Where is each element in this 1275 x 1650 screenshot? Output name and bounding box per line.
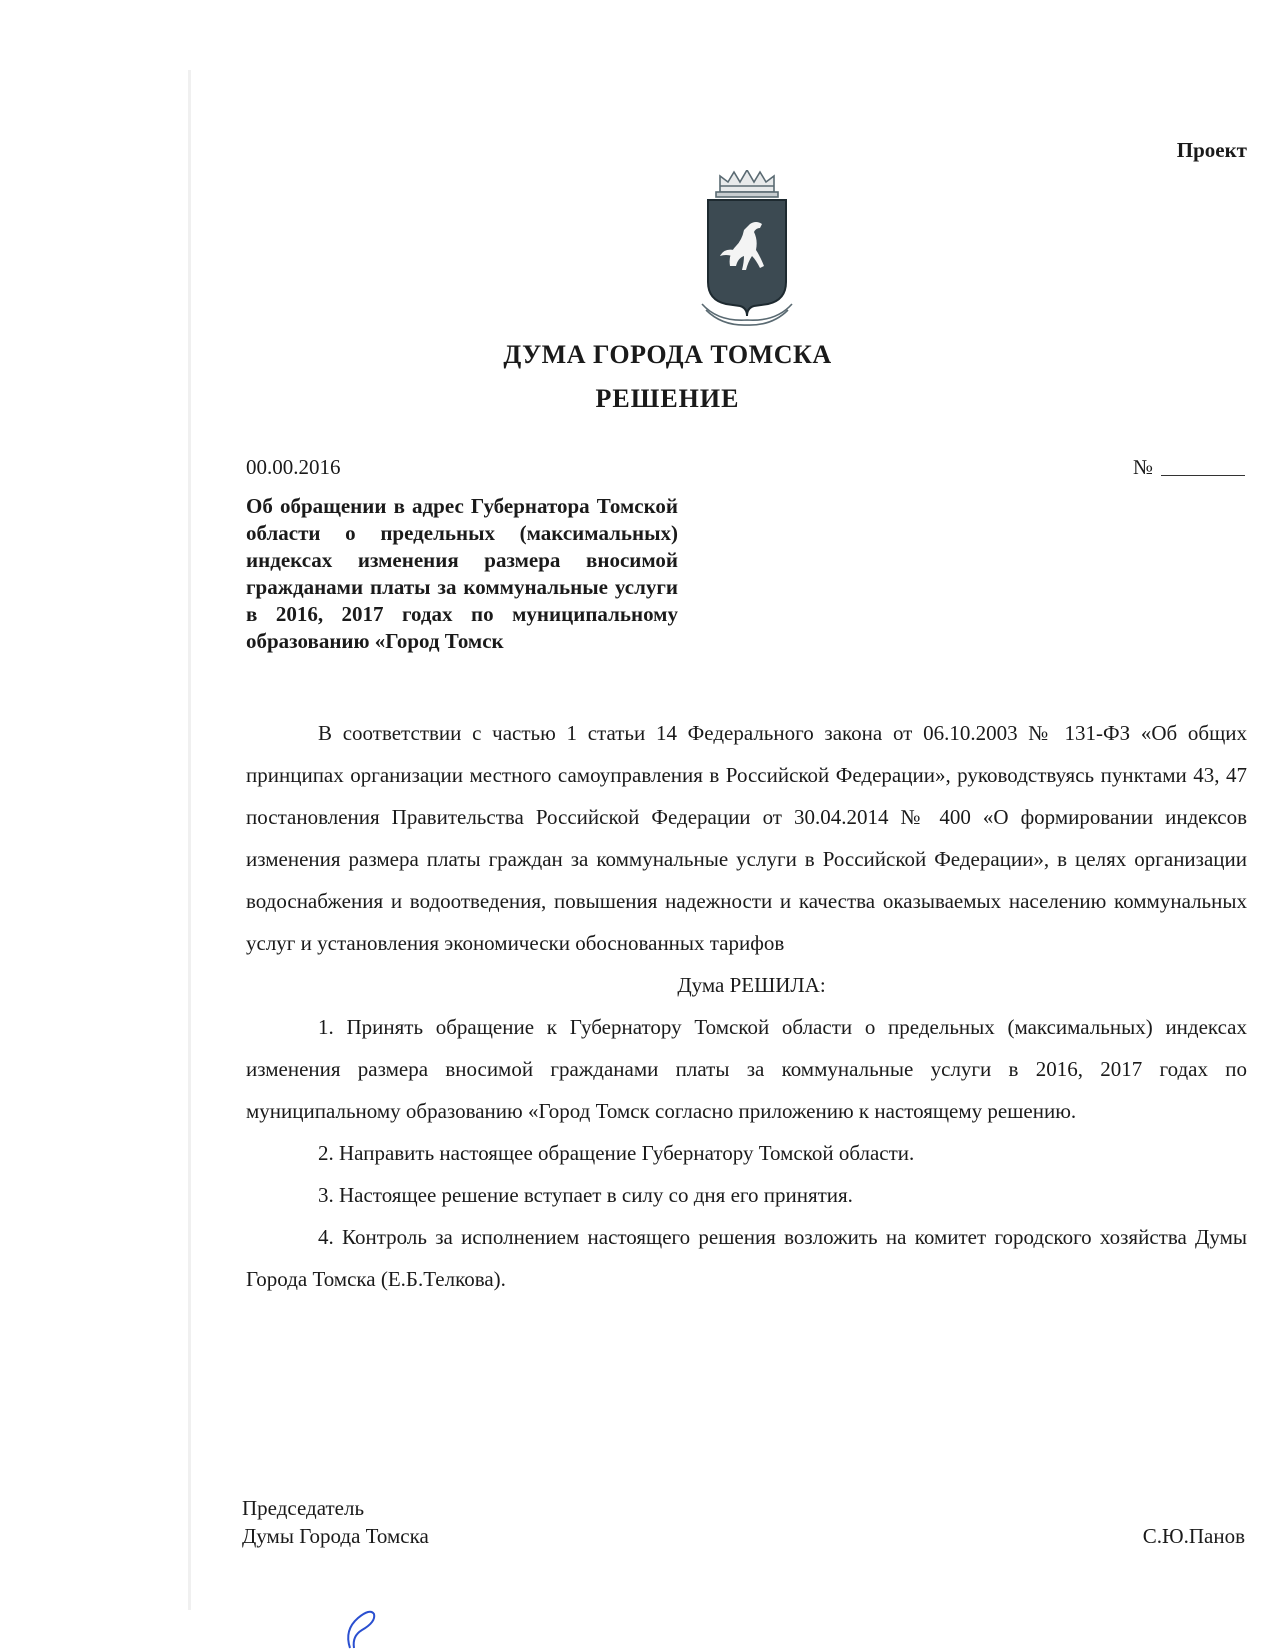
resolution-heading: Дума РЕШИЛА:	[677, 973, 826, 997]
resolution-item-2: 2. Направить настоящее обращение Губернатору Томской области.	[318, 1141, 915, 1165]
document-date: 00.00.2016	[246, 455, 341, 479]
signatory-title	[242, 1494, 429, 1550]
preamble-paragraph: В соответствии с частью 1 статьи 14 Федерального закона от 06.10.2003 № 131-ФЗ «Об общих принципах организации местного самоуправления в Российской Федерации», руководствуясь пунктами 43, 47 постановления Правительства Российской Федерации от 30.04.2014 № 400 «О формировании индексов изменения размера платы граждан за коммунальные услуги в Российской Федерации», в целях организации водоснабжения и водоотведения, повышения надежности и качества оказываемых населению коммунальных услуг и установления экономически обоснованных тарифов	[246, 721, 1247, 955]
resolution-item-1: 1. Принять обращение к Губернатору Томской области о предельных (максимальных) индексах изменения размера вносимой гражданами платы за коммунальные услуги в 2016, 2017 годах по муниципальному образованию «Город Томск согласно приложению к настоящему решению.	[246, 1015, 1247, 1123]
document-type: РЕШЕНИЕ	[595, 384, 740, 413]
organization-name: ДУМА ГОРОДА ТОМСКА	[503, 340, 832, 369]
signatory-title-line-1: Председатель	[242, 1496, 365, 1520]
document-number	[1133, 455, 1245, 480]
draft-stamp: Проект	[1176, 138, 1247, 162]
resolution-item-4: 4. Контроль за исполнением настоящего решения возложить на комитет городского хозяйства Думы Города Томска (Е.Б.Телкова).	[246, 1225, 1247, 1291]
resolution-item-3: 3. Настоящее решение вступает в силу со дня его принятия.	[318, 1183, 853, 1207]
page-edge-shadow	[188, 70, 191, 1610]
document-body	[246, 712, 1247, 1300]
number-label: №	[1132, 455, 1153, 479]
signatory-name: С.Ю.Панов	[1142, 1524, 1245, 1548]
number-blank-line	[1161, 475, 1245, 476]
document-subject: Об обращении в адрес Губернатора Томской области о предельных (максимальных) индексах изменения размера вносимой гражданами платы за коммунальные услуги в 2016, 2017 годах по муниципальному образованию «Город Томск	[246, 494, 678, 653]
handwritten-signature-icon	[340, 1600, 410, 1650]
crown-icon	[716, 170, 778, 197]
coat-of-arms-icon	[698, 170, 796, 328]
signatory-title-line-2: Думы Города Томска	[242, 1524, 429, 1548]
